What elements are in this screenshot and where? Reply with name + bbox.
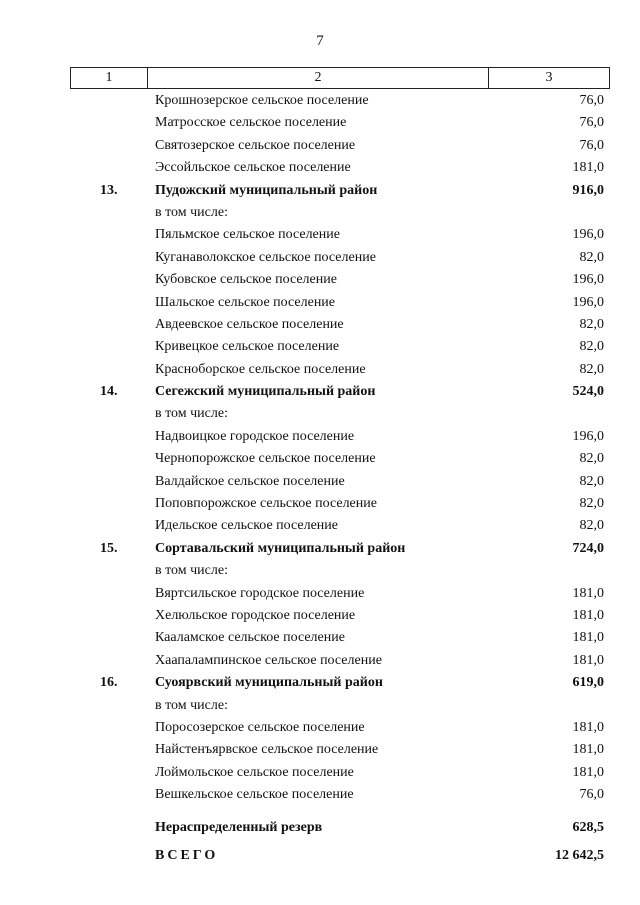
row-value: 181,0	[572, 607, 604, 623]
row-name: Шальское сельское поселение	[155, 294, 336, 310]
row-value: 76,0	[579, 93, 604, 108]
table-row	[0, 584, 640, 606]
row-name: в том числе:	[155, 204, 228, 220]
total-value: 12 642,5	[555, 848, 604, 863]
table-row	[0, 494, 640, 516]
table-row	[0, 181, 640, 203]
table-row	[0, 718, 640, 740]
row-name: Суоярвский муниципальный район	[155, 675, 383, 691]
row-number: 16.	[100, 675, 118, 691]
row-value: 619,0	[572, 675, 604, 691]
row-name: в том числе:	[155, 563, 228, 579]
header-col-1: 1	[71, 68, 148, 88]
row-number: 15.	[100, 540, 118, 556]
row-name: Лоймольское сельское поселение	[155, 764, 354, 780]
row-name: Эссойльское сельское поселение	[155, 160, 351, 176]
row-name: Авдеевское сельское поселение	[155, 316, 344, 332]
row-name: Красноборское сельское поселение	[155, 361, 366, 377]
table-row	[0, 382, 640, 404]
row-value: 196,0	[572, 227, 604, 243]
table-body	[0, 91, 640, 808]
reserve-row	[0, 820, 640, 842]
reserve-label: Нераспределенный резерв	[155, 820, 323, 835]
table-row	[0, 404, 640, 426]
row-name: Кубовское сельское поселение	[155, 272, 337, 288]
row-value: 181,0	[572, 742, 604, 758]
row-value: 916,0	[572, 182, 604, 198]
row-value: 196,0	[572, 428, 604, 444]
table-row	[0, 248, 640, 270]
table-row	[0, 91, 640, 113]
row-value: 181,0	[572, 719, 604, 735]
table-row	[0, 673, 640, 695]
row-name: Куганаволокское сельское поселение	[155, 249, 376, 265]
row-value: 82,0	[579, 496, 604, 512]
row-value: 181,0	[572, 764, 604, 780]
row-number: 13.	[100, 182, 118, 198]
table-row	[0, 740, 640, 762]
row-name: Вешкельское сельское поселение	[155, 787, 354, 803]
table-row	[0, 270, 640, 292]
row-name: Хаапалампинское сельское поселение	[155, 652, 382, 668]
row-value: 82,0	[579, 249, 604, 265]
row-value: 82,0	[579, 451, 604, 467]
row-value: 82,0	[579, 316, 604, 332]
row-value: 181,0	[572, 630, 604, 646]
total-row	[0, 848, 640, 870]
table-header	[70, 67, 610, 89]
table-row	[0, 337, 640, 359]
table-row	[0, 516, 640, 538]
row-name: Идельское сельское поселение	[155, 518, 339, 534]
table-row	[0, 561, 640, 583]
table-row	[0, 315, 640, 337]
table-row	[0, 158, 640, 180]
table-row	[0, 539, 640, 561]
table-row	[0, 472, 640, 494]
row-name: Сортавальский муниципальный район	[155, 540, 406, 556]
row-name: Найстенъярвское сельское поселение	[155, 742, 379, 758]
row-name: в том числе:	[155, 697, 228, 713]
header-col-3: 3	[545, 70, 553, 85]
row-name: Поповпорожское сельское поселение	[155, 496, 377, 512]
row-name: Матросское сельское поселение	[155, 115, 347, 131]
row-value: 82,0	[579, 518, 604, 534]
table-row	[0, 696, 640, 718]
table-row	[0, 360, 640, 382]
row-name: Поросозерское сельское поселение	[155, 719, 365, 735]
row-value: 524,0	[572, 384, 604, 400]
row-value: 76,0	[579, 787, 604, 803]
row-value: 76,0	[579, 115, 604, 131]
row-name: Крошнозерское сельское поселение	[155, 93, 369, 108]
row-name: Кривецкое сельское поселение	[155, 339, 340, 355]
row-name: Надвоицкое городское поселение	[155, 428, 355, 444]
row-value: 82,0	[579, 361, 604, 377]
row-value: 181,0	[572, 585, 604, 601]
row-value: 82,0	[579, 339, 604, 355]
table-row	[0, 136, 640, 158]
row-value: 196,0	[572, 294, 604, 310]
row-name: Святозерское сельское поселение	[155, 137, 356, 153]
table-row	[0, 606, 640, 628]
row-value: 724,0	[572, 540, 604, 556]
row-name: Пудожский муниципальный район	[155, 182, 378, 198]
row-name: Валдайское сельское поселение	[155, 473, 345, 489]
table-row	[0, 651, 640, 673]
reserve-value: 628,5	[572, 820, 604, 835]
header-col-2: 2	[148, 68, 489, 88]
row-name: Чернопорожское сельское поселение	[155, 451, 376, 467]
table-row	[0, 785, 640, 807]
total-label: ВСЕГО	[155, 848, 219, 863]
row-value: 76,0	[579, 137, 604, 153]
row-name: Вяртсильское городское поселение	[155, 585, 365, 601]
row-name: Хелюльское городское поселение	[155, 607, 356, 623]
row-name: в том числе:	[155, 406, 228, 422]
table-row	[0, 113, 640, 135]
table-row	[0, 763, 640, 785]
table-row	[0, 449, 640, 471]
row-name: Кааламское сельское поселение	[155, 630, 345, 646]
row-name: Пяльмское сельское поселение	[155, 227, 340, 243]
table-row	[0, 225, 640, 247]
table-row	[0, 628, 640, 650]
table-row	[0, 293, 640, 315]
row-value: 82,0	[579, 473, 604, 489]
row-value: 181,0	[572, 652, 604, 668]
row-number: 14.	[100, 384, 118, 400]
row-value: 181,0	[572, 160, 604, 176]
row-value: 196,0	[572, 272, 604, 288]
page-number: 7	[316, 33, 324, 49]
table-row	[0, 203, 640, 225]
table-row	[0, 427, 640, 449]
row-name: Сегежский муниципальный район	[155, 384, 376, 400]
